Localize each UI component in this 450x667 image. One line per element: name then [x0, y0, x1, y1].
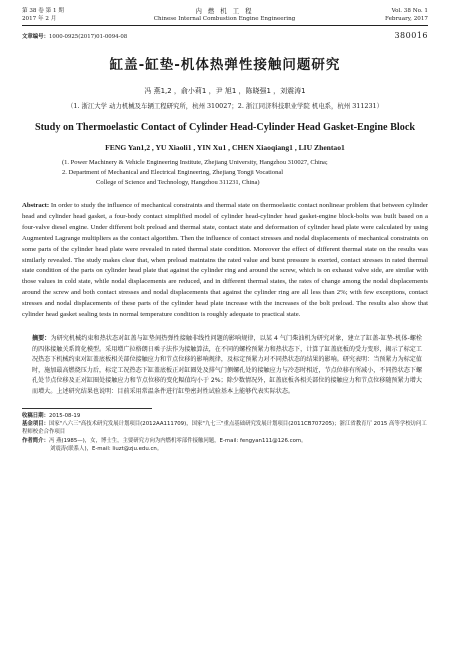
affiliation-line-1: (1. Power Machinery & Vehicle Engineering Institute, Zhejiang University, Hangzhou 310027, China; — [62, 159, 328, 166]
fund-label: 基金项目： — [22, 420, 49, 427]
chinese-authors: 冯 燕1,2 ，俞小莉1 ，尹 旭1 ，陈晓强1 ，刘震涛1 — [144, 87, 306, 95]
chinese-abstract-label: 摘要： — [32, 334, 51, 342]
english-affiliation — [22, 158, 428, 188]
fund-info — [22, 420, 428, 437]
chinese-abstract-text: 为研究机械约束和热状态对缸盖与缸垫间热弹性接触非线性问题的影响规律，以某 4 气门柴油机为研究对象，建立了缸盖-缸垫-机体-螺栓的四体接触关系简化模型。采用增广拉格朗日乘子法作为接触算法，在不同的螺栓预紧力和热状态下，计算了缸盖底板的受力变形，揭示了标定工况热态下机械约束对缸盖底板相关部位接触应力和节点位移的影响规律，及标定预紧力对不同热状态的结果的影响。研究表明：当预紧力为标定值时，施加最高燃烧压力后，标定工况热态下缸盖底板正对缸圈处及排气门侧螺孔处的接触应力与冷态时相近，节点位移有所减小，不同热状态下螺孔处节点位移及正对缸圈处接触应力和节点位移的变化幅值均小于 2%；除少数情况外，缸盖底板各相关部位的接触应力和节点位移随预紧力增大而增大。上述研究结果也说明：目前采用常温条件进行缸垫密封性试验基本上能够代表实际状态。 — [32, 334, 422, 395]
chinese-title: 缸盖-缸垫-机体热弹性接触问题研究 — [109, 57, 341, 73]
article-number: 1000-0925(2017)01-0094-08 — [48, 34, 128, 40]
running-head — [22, 8, 428, 23]
journal-name-cn: 内 燃 机 工 程 — [195, 7, 254, 15]
author-value: 冯 燕(1985—)，女，博士生，主要研究方向为内燃机零部件接触问题，E-mail: fengyan111@126.com。 — [48, 437, 307, 444]
received-label: 收稿日期： — [22, 412, 49, 419]
issue-date-en: February, 2017 — [385, 15, 428, 22]
chinese-abstract — [32, 334, 422, 398]
journal-name-en: Chinese Internal Combustion Engine Engineering — [153, 15, 296, 22]
affiliation-line-2: 2. Department of Mechanical and Electrical Engineering, Zhejiang Tongji Vocational — [62, 169, 284, 176]
english-authors: FENG Yan1,2 , YU Xiaoli1 , YIN Xu1 , CHEN Xiaoqiang1 , LIU Zhentao1 — [105, 143, 345, 152]
author-info — [22, 437, 428, 445]
received-value: 2015-08-19 — [48, 412, 81, 419]
footnote-rule — [22, 408, 152, 409]
header-rule — [22, 25, 428, 26]
affiliation-line-3: College of Science and Technology, Hangzhou 311231, China) — [96, 179, 260, 186]
fund-value: 国家"八六三"高技术研究发展计划项目(2012AA111709)，国家"九七三"重点基础研究发展计划项目(2011CB707205)；浙江省教育厅 2015 高等学校访问工程师校企合作项目 — [22, 420, 427, 436]
issue-info-en — [385, 8, 428, 23]
english-title: Study on Thermoelastic Contact of Cylinder Head-Cylinder Head Gasket-Engine Block — [34, 122, 416, 133]
corresponding-author: 刘震涛(联系人)，E-mail: liuzt@zju.edu.cn。 — [50, 446, 163, 453]
issue-info — [22, 8, 64, 23]
article-number-label: 文章编号： — [22, 34, 49, 40]
author-label: 作者简介： — [22, 437, 49, 444]
received-date — [22, 412, 428, 420]
volume-issue: 第 38 卷 第 1 期 — [22, 8, 64, 14]
abstract-label: Abstract: — [22, 202, 50, 209]
article-code: 380016 — [394, 31, 428, 40]
article-number-row — [22, 31, 428, 40]
issue-date: 2017 年 2 月 — [22, 15, 57, 22]
volume-issue-en: Vol. 38 No. 1 — [391, 8, 428, 14]
footnotes — [22, 412, 428, 454]
abstract-text: In order to study the influence of mechanical constraints and thermal state on thermoelastic contact nonlinear problem that between cylinder head and cylinder head gasket, a four-body contact simplified model of cylinder head-cylinder head gasket-engine block-bolts was built based on a four-valve diesel engine. Under different bolt preload and thermal state, contact state and deformation of cylinder head plate were calculated by using Augmented Lagrange multipliers as the contact algorithm. Then the influence of contact stresses and nodal displacements of mechanical constraints on some parts of the cylinder head plate were revealed in rated thermal state condition. Moreover the effect of different thermal state on the results was similarly revealed. The study makes clear that, when preload maintains the rated value and burst pressure is exerted, contact stresses in rated thermal state condition of the parts on cylinder head plate that against the cylinder ring and around the screw, which is on exhaust valve side, are similar with those values in cold state, while nodal displacements are reduced, and in different thermal states, the rates of change among the nodal displacements around the screw and both contact stresses and nodal displacements that against the cylinder ring are all less than 2%; with few exceptions, contact stresses and nodal displacements of these parts of the cylinder head plate increase with the increases of the bolt preload. The results also show that cylinder head gasket sealing tests in normal temperature condition is roughly adequate to practical state. — [22, 202, 428, 319]
chinese-affiliation: （1. 浙江大学 动力机械及车辆工程研究所，杭州 310027；2. 浙江同济科技职业学院 机电系，杭州 311231） — [66, 102, 384, 110]
journal-name — [154, 8, 296, 23]
english-abstract — [22, 201, 428, 321]
